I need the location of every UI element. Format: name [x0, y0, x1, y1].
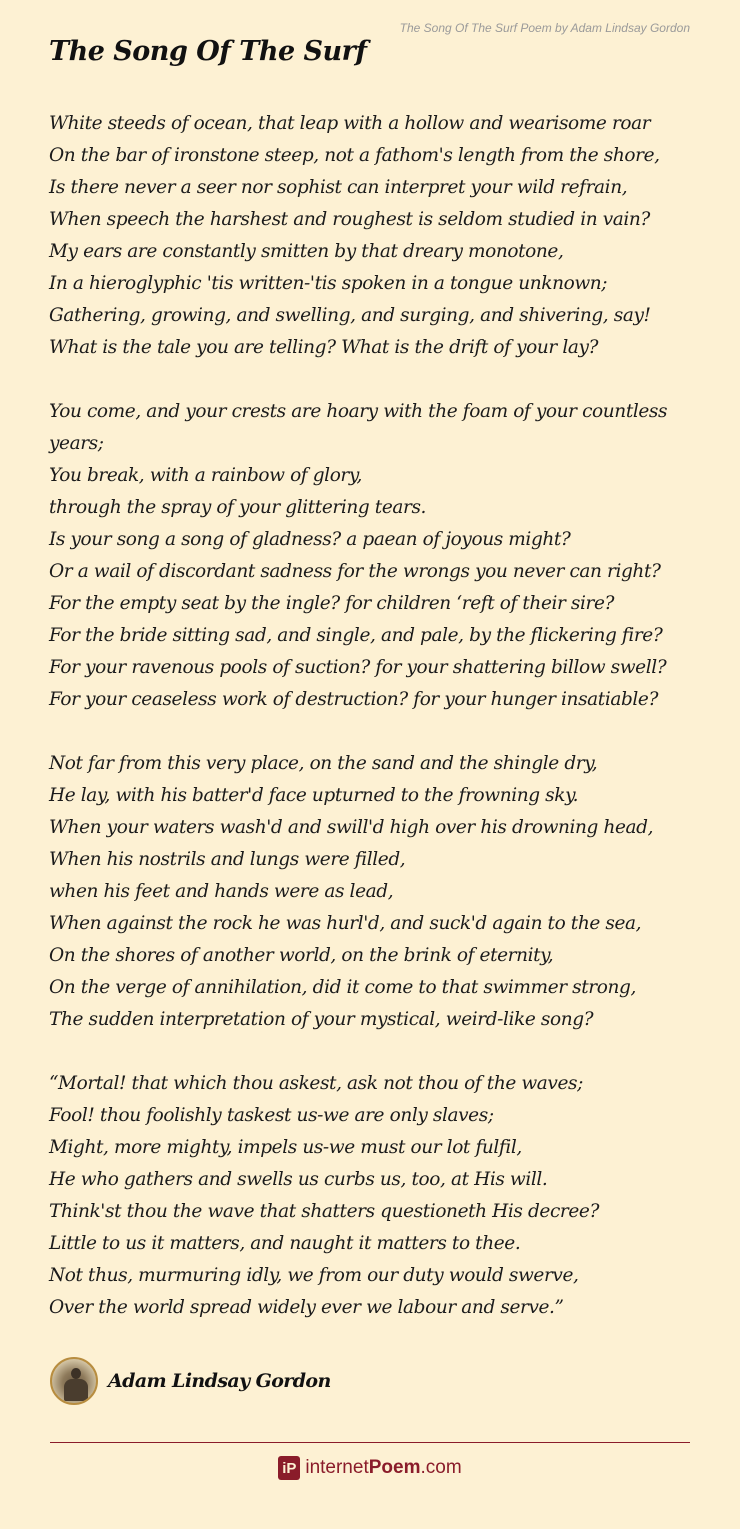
poem-line: Little to us it matters, and naught it matters to thee. [49, 1233, 521, 1254]
poem-line: My ears are constantly smitten by that dreary monotone, [49, 241, 564, 262]
poem-body [49, 108, 699, 1356]
poem-line: For the empty seat by the ingle? for children ‘reft of their sire? [49, 593, 615, 614]
poem-line: Might, more mighty, impels us-we must our lot fulfil, [49, 1137, 522, 1158]
stanza [49, 1068, 699, 1324]
poem-line: For your ceaseless work of destruction? for your hunger insatiable? [49, 689, 659, 710]
poem-line: You break, with a rainbow of glory, [49, 465, 362, 486]
poem-line: For the bride sitting sad, and single, and pale, by the flickering fire? [49, 625, 663, 646]
stanza [49, 748, 699, 1036]
poem-line: You come, and your crests are hoary with the foam of your countless years; [49, 401, 668, 454]
footer-divider [50, 1442, 690, 1443]
poem-line: In a hieroglyphic 'tis written-'tis spoken in a tongue unknown; [49, 273, 608, 294]
poem-line: What is the tale you are telling? What is the drift of your lay? [49, 337, 599, 358]
stanza [49, 108, 699, 364]
author-avatar[interactable] [50, 1357, 98, 1405]
portrait-body [64, 1379, 88, 1401]
poem-title: The Song Of The Surf [49, 36, 367, 67]
site-name-part: .com [420, 1457, 462, 1478]
site-name-part: internet [305, 1457, 369, 1478]
site-brand-link[interactable] [0, 1456, 740, 1480]
internetpoem-logo-icon: iP [278, 1456, 300, 1480]
author-name[interactable]: Adam Lindsay Gordon [108, 1370, 331, 1392]
poem-line: Think'st thou the wave that shatters questioneth His decree? [49, 1201, 599, 1222]
poem-line: Or a wail of discordant sadness for the wrongs you never can right? [49, 561, 661, 582]
poem-line: For your ravenous pools of suction? for your shattering billow swell? [49, 657, 667, 678]
poem-line: Fool! thou foolishly taskest us-we are only slaves; [49, 1105, 494, 1126]
poem-line: The sudden interpretation of your mystical, weird-like song? [49, 1009, 594, 1030]
poem-line: Is your song a song of gladness? a paean of joyous might? [49, 529, 571, 550]
poem-line: Over the world spread widely ever we labour and serve.” [49, 1297, 564, 1318]
poem-line: When his nostrils and lungs were filled, [49, 849, 406, 870]
site-name-part: Poem [368, 1457, 421, 1478]
poem-line: through the spray of your glittering tears. [49, 497, 427, 518]
poem-line: Not far from this very place, on the sand and the shingle dry, [49, 753, 598, 774]
poem-line: Not thus, murmuring idly, we from our duty would swerve, [49, 1265, 579, 1286]
poem-line: when his feet and hands were as lead, [49, 881, 394, 902]
poem-line: White steeds of ocean, that leap with a hollow and wearisome roar [49, 113, 651, 134]
poem-line: When your waters wash'd and swill'd high over his drowning head, [49, 817, 654, 838]
site-name [305, 1457, 461, 1479]
portrait-head [71, 1368, 81, 1379]
author-link[interactable] [50, 1357, 331, 1405]
poem-line: Gathering, growing, and swelling, and surging, and shivering, say! [49, 305, 651, 326]
watermark: The Song Of The Surf Poem by Adam Lindsay Gordon [399, 21, 690, 35]
poem-line: Is there never a seer nor sophist can interpret your wild refrain, [49, 177, 628, 198]
poem-line: “Mortal! that which thou askest, ask not thou of the waves; [49, 1073, 583, 1094]
poem-line: On the verge of annihilation, did it come to that swimmer strong, [49, 977, 636, 998]
poem-line: When against the rock he was hurl'd, and suck'd again to the sea, [49, 913, 642, 934]
poem-line: He lay, with his batter'd face upturned to the frowning sky. [49, 785, 579, 806]
poem-line: When speech the harshest and roughest is seldom studied in vain? [49, 209, 650, 230]
poem-line: He who gathers and swells us curbs us, too, at His will. [49, 1169, 548, 1190]
poem-line: On the bar of ironstone steep, not a fathom's length from the shore, [49, 145, 660, 166]
stanza [49, 396, 699, 716]
poem-line: On the shores of another world, on the brink of eternity, [49, 945, 554, 966]
